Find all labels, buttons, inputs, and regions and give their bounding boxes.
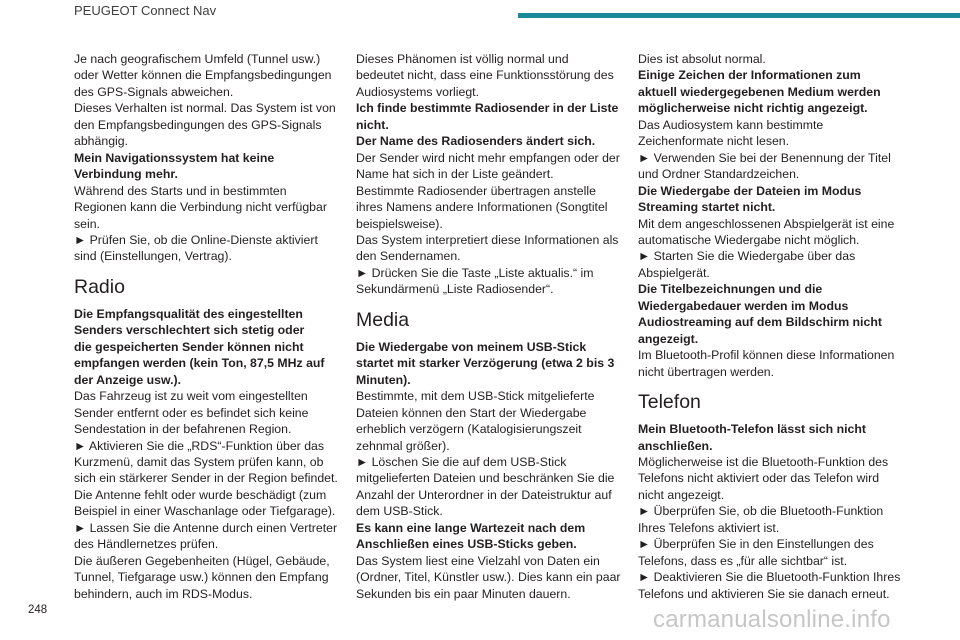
body-line: ► Löschen Sie die auf dem USB-Stick	[356, 454, 567, 469]
body-line: Während des Starts und in bestimmten	[74, 183, 287, 198]
section-heading: Radio	[74, 275, 125, 298]
question-line: Die Wiedergabe der Dateien im Modus	[638, 183, 862, 198]
body-line: ► Deaktivieren Sie die Bluetooth-Funktion Ihres	[638, 570, 901, 585]
body-line: abhängig.	[74, 134, 129, 149]
question-line: angezeigt.	[638, 331, 699, 346]
section-heading: Telefon	[638, 391, 701, 414]
question-line: Es kann eine lange Wartezeit nach dem	[356, 520, 586, 535]
question-line: empfangen werden (kein Ton, 87,5 MHz auf	[74, 356, 325, 371]
body-line: Das Audiosystem kann bestimmte	[638, 117, 824, 132]
question-line: die gespeicherten Sender können nicht	[74, 339, 304, 354]
body-line: Ihres Telefons aktiviert ist.	[638, 520, 780, 535]
body-line: des GPS-Signals abweichen.	[74, 84, 234, 99]
body-line: ► Lassen Sie die Antenne durch einen Vertreter	[74, 520, 338, 535]
body-line: beispielsweise).	[356, 216, 443, 231]
body-line: Das System liest eine Vielzahl von Daten ein	[356, 553, 600, 568]
header-accent-bar	[518, 13, 960, 18]
body-line: Die äußeren Gegebenheiten (Hügel, Gebäude,	[74, 553, 330, 568]
question-line: Ich finde bestimmte Radiosender in der Liste	[356, 101, 619, 116]
body-line: nicht angezeigt.	[638, 487, 725, 502]
page-number: 248	[28, 604, 48, 616]
body-line: den Sendernamen.	[356, 249, 461, 264]
question-line: anschließen.	[638, 438, 713, 453]
question-line: aktuell wiedergegebenen Medium werden	[638, 84, 881, 99]
body-line: dem USB-Stick.	[356, 504, 443, 519]
body-line: Sekundärmenü „Liste Radiosender“.	[356, 282, 554, 297]
body-line: Telefons nicht aktiviert oder das Telefon wird	[638, 471, 880, 486]
body-line: Je nach geografischem Umfeld (Tunnel usw.)	[74, 52, 321, 66]
question-line: Wiedergabedauer werden im Modus	[638, 298, 849, 313]
question-line: Senders verschlechtert sich stetig oder	[74, 323, 305, 338]
body-line: Bestimmte Radiosender übertragen anstelle	[356, 183, 596, 198]
question-line: Der Name des Radiosenders ändert sich.	[356, 134, 596, 149]
body-line: automatische Wiedergabe nicht möglich.	[638, 232, 860, 247]
body-line: Tunnel, Tiefgarage usw.) können den Empfang	[74, 570, 329, 585]
body-line: nicht übertragen werden.	[638, 364, 775, 379]
body-line: Anzahl der Unterordner in der Dateistruktur auf	[356, 487, 612, 502]
body-line: Das Fahrzeug ist zu weit vom eingestellten	[74, 389, 308, 404]
body-line: Dateien können den Start der Wiedergabe	[356, 405, 587, 420]
body-line: bedeutet nicht, dass eine Funktionsstörung des	[356, 68, 614, 83]
body-line: behindern, auch im RDS-Modus.	[74, 586, 253, 601]
body-line: ► Drücken Sie die Taste „Liste aktualis.“ im	[356, 265, 594, 280]
body-line: Dieses Verhalten ist normal. Das System ist von	[74, 101, 336, 116]
body-line: Name hat sich in der Liste geändert.	[356, 167, 554, 182]
body-line: erheblich verzögern (Katalogisierungszeit	[356, 422, 582, 437]
body-line: den Empfangsbedingungen des GPS-Signals	[74, 117, 322, 132]
body-line: Kurzmenü, damit das System prüfen kann, ob	[74, 454, 324, 469]
body-line: ihres Namens andere Informationen (Songtitel	[356, 200, 608, 215]
question-line: Einige Zeichen der Informationen zum	[638, 68, 861, 83]
running-header: PEUGEOT Connect Nav	[74, 3, 217, 18]
body-line: mitgelieferten Dateien und beschränken Sie die	[356, 471, 615, 486]
question-line: Minuten).	[356, 372, 411, 387]
body-line: Zeichenformate nicht lesen.	[638, 134, 790, 149]
question-line: Die Empfangsqualität des eingestellten	[74, 306, 303, 321]
body-line: und Ordner Standardzeichen.	[638, 167, 800, 182]
watermark: carmanualsonline.info	[653, 606, 891, 633]
body-line: (Ordner, Titel, Künstler usw.). Dies kann ein paar	[356, 570, 621, 585]
body-line: Der Sender wird nicht mehr empfangen oder der	[356, 150, 620, 165]
column-left	[74, 51, 346, 602]
body-line: Das System interpretiert diese Informationen als	[356, 232, 619, 247]
body-line: Sendestation in der befahrenen Region.	[74, 422, 292, 437]
body-line: ► Überprüfen Sie, ob die Bluetooth-Funktion	[638, 504, 884, 519]
body-line: ► Überprüfen Sie in den Einstellungen des	[638, 537, 874, 552]
body-line: Telefons, dass es „für alle sichtbar“ ist.	[638, 553, 848, 568]
body-line: Sekunden bis ein paar Minuten dauern.	[356, 586, 571, 601]
question-line: Audiostreaming auf dem Bildschirm nicht	[638, 315, 882, 330]
body-line: oder Wetter können die Empfangsbedingungen	[74, 68, 332, 83]
body-line: Möglicherweise ist die Bluetooth-Funktion des	[638, 454, 889, 469]
question-line: Mein Navigationssystem hat keine	[74, 150, 275, 165]
body-line: Telefons und aktivieren Sie sie danach erneut.	[638, 586, 890, 601]
section-heading: Media	[356, 308, 410, 331]
body-line: ► Prüfen Sie, ob die Online-Dienste aktiviert	[74, 232, 318, 247]
column-middle	[356, 51, 628, 602]
question-line: Mein Bluetooth-Telefon lässt sich nicht	[638, 422, 866, 437]
body-line: sein.	[74, 216, 100, 231]
body-line: sich ein stärkerer Sender in der Region befindet.	[74, 471, 338, 486]
body-line: Regionen kann die Verbindung nicht verfügbar	[74, 200, 327, 215]
body-line: ► Starten Sie die Wiedergabe über das	[638, 249, 856, 264]
body-line: Die Antenne fehlt oder wurde beschädigt (zum	[74, 487, 327, 502]
question-line: startet mit starker Verzögerung (etwa 2 bis 3	[356, 356, 615, 371]
body-line: Abspielgerät.	[638, 265, 710, 280]
body-line: Im Bluetooth-Profil können diese Informationen	[638, 348, 895, 363]
body-line: Mit dem angeschlossenen Abspielgerät ist eine	[638, 216, 895, 231]
question-line: Die Wiedergabe von meinem USB-Stick	[356, 339, 587, 354]
body-line: sind (Einstellungen, Vertrag).	[74, 249, 232, 264]
body-line: Dieses Phänomen ist völlig normal und	[356, 52, 569, 66]
question-line: Verbindung mehr.	[74, 167, 178, 182]
body-line: Audiosystems vorliegt.	[356, 84, 480, 99]
body-line: ► Aktivieren Sie die „RDS“-Funktion über das	[74, 438, 325, 453]
column-right	[638, 51, 910, 602]
body-line: Dies ist absolut normal.	[638, 52, 766, 66]
body-line: Bestimmte, mit dem USB-Stick mitgelieferte	[356, 389, 595, 404]
body-line: Beispiel in einer Waschanlage oder Tiefgarage).	[74, 504, 336, 519]
question-line: Anschließen eines USB-Sticks geben.	[356, 537, 577, 552]
body-line: des Händlernetzes prüfen.	[74, 537, 219, 552]
body-line: Sender entfernt oder es befindet sich keine	[74, 405, 309, 420]
question-line: Streaming startet nicht.	[638, 200, 776, 215]
body-line: ► Verwenden Sie bei der Benennung der Titel	[638, 150, 891, 165]
question-line: nicht.	[356, 117, 389, 132]
question-line: möglicherweise nicht richtig angezeigt.	[638, 101, 868, 116]
question-line: Die Titelbezeichnungen und die	[638, 282, 823, 297]
question-line: der Anzeige usw.).	[74, 372, 182, 387]
body-line: zehnmal größer).	[356, 438, 450, 453]
